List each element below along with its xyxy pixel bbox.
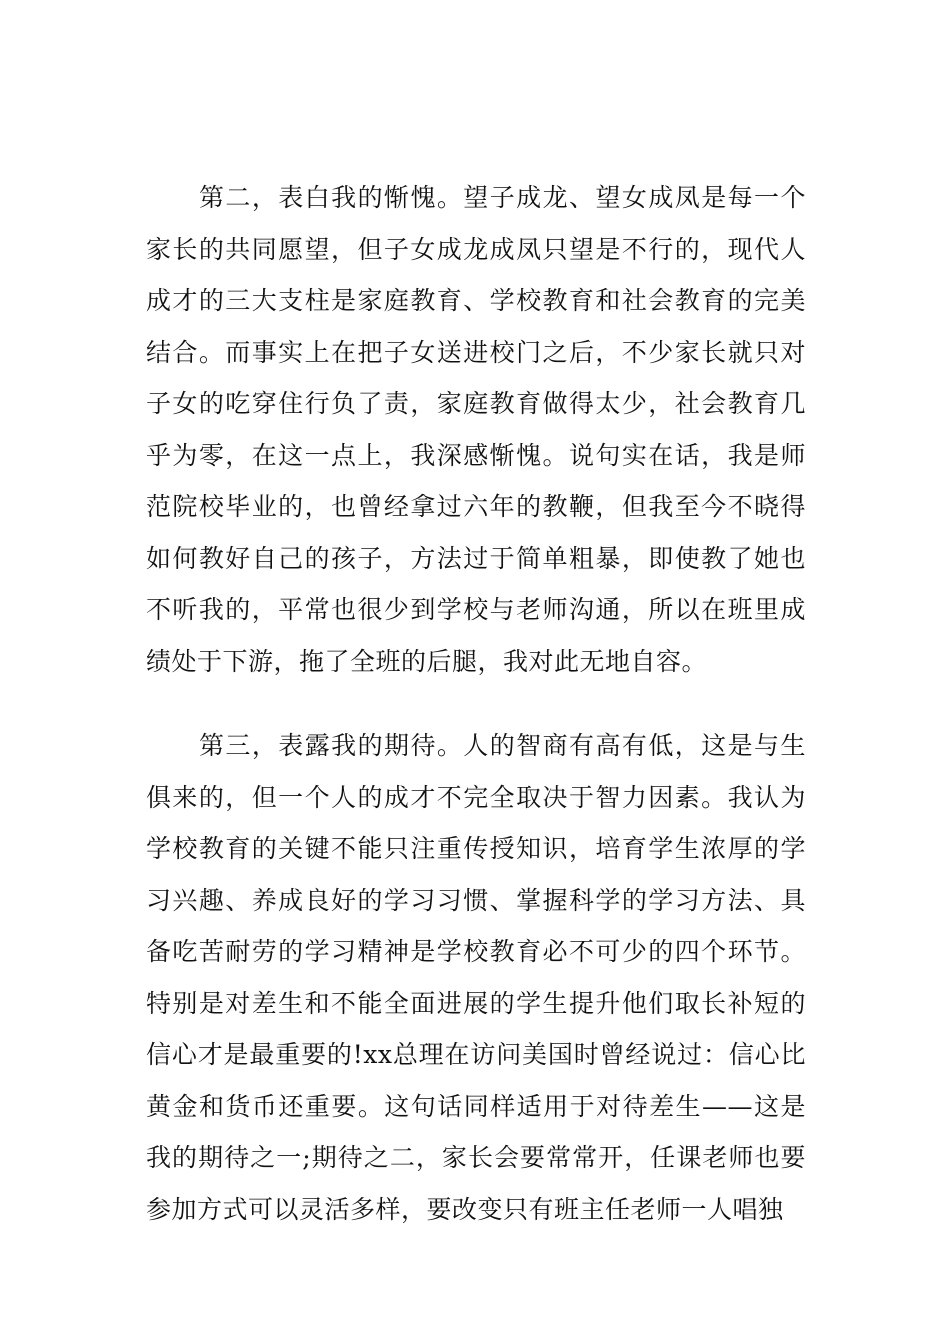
paragraph-second-point: 第二，表白我的惭愧。望子成龙、望女成凤是每一个家长的共同愿望，但子女成龙成凤只望是不行的，现代人成才的三大支柱是家庭教育、学校教育和社会教育的完美结合。而事实上在把子女送进校门之后，不少家长就只对子女的吃穿住行负了责，家庭教育做得太少，社会教育几乎为零，在这一点上，我深感惭愧。说句实在话，我是师范院校毕业的，也曾经拿过六年的教鞭，但我至今不晓得如何教好自己的孩子，方法过于简单粗暴，即使教了她也不听我的，平常也很少到学校与老师沟通，所以在班里成绩处于下游，拖了全班的后腿，我对此无地自容。 <box>146 183 806 676</box>
paragraph-third-point: 第三，表露我的期待。人的智商有高有低，这是与生俱来的，但一个人的成才不完全取决于智力因素。我认为学校教育的关键不能只注重传授知识，培育学生浓厚的学习兴趣、养成良好的学习习惯、掌握科学的学习方法、具备吃苦耐劳的学习精神是学校教育必不可少的四个环节。特别是对差生和不能全面进展的学生提升他们取长补短的信心才是最重要的!xx总理在访问美国时曾经说过：信心比黄金和货币还重要。这句话同样适用于对待差生——这是我的期待之一;期待之二，家长会要常常开，任课老师也要参加方式可以灵活多样，要改变只有班主任老师一人唱独 <box>146 731 806 1224</box>
